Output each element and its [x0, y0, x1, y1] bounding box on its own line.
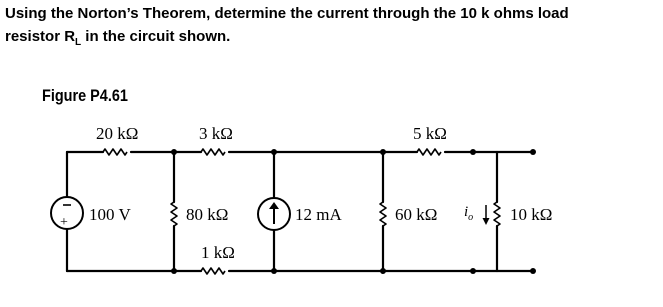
resistor-3k — [201, 149, 225, 155]
node-top-4 — [470, 149, 476, 155]
label-i-source: 12 mA — [295, 205, 342, 224]
label-load-current-sub: o — [468, 212, 474, 223]
label-r-60k: 60 kΩ — [395, 205, 438, 224]
node-bottom-3 — [380, 268, 386, 274]
resistor-80k — [171, 202, 177, 226]
node-bottom-2 — [271, 268, 277, 274]
problem-line-2-end: in the circuit shown. — [81, 28, 231, 45]
node-bottom-1 — [171, 268, 177, 274]
label-r-3k: 3 kΩ — [199, 124, 233, 143]
figure-label: Figure P4.61 — [42, 86, 128, 105]
load-current-arrow-head — [483, 218, 490, 225]
label-v-source: 100 V — [89, 205, 131, 224]
resistor-60k — [380, 202, 386, 226]
problem-line-2: resistor R — [5, 28, 76, 45]
problem-line-2-subscript: L — [75, 37, 82, 48]
node-bottom-right-end — [530, 268, 536, 274]
node-top-2 — [271, 149, 277, 155]
label-r-5k: 5 kΩ — [413, 124, 447, 143]
label-r-1k: 1 kΩ — [201, 243, 235, 262]
resistor-5k — [417, 149, 441, 155]
label-r-10k: 10 kΩ — [510, 205, 553, 224]
problem-line-1: Using the Norton’s Theorem, determine the current through the 10 k ohms load — [5, 5, 569, 22]
label-load-current-main: i — [464, 204, 469, 220]
label-r-20k: 20 kΩ — [96, 124, 139, 143]
label-load-current — [464, 204, 473, 223]
resistor-10k-load — [494, 202, 500, 226]
node-top-3 — [380, 149, 386, 155]
resistor-20k — [103, 149, 127, 155]
label-v-source-sign: + — [60, 215, 68, 230]
node-top-1 — [171, 149, 177, 155]
resistor-1k — [201, 268, 225, 274]
label-r-80k: 80 kΩ — [186, 205, 229, 224]
node-bottom-4 — [470, 268, 476, 274]
node-top-right-end — [530, 149, 536, 155]
